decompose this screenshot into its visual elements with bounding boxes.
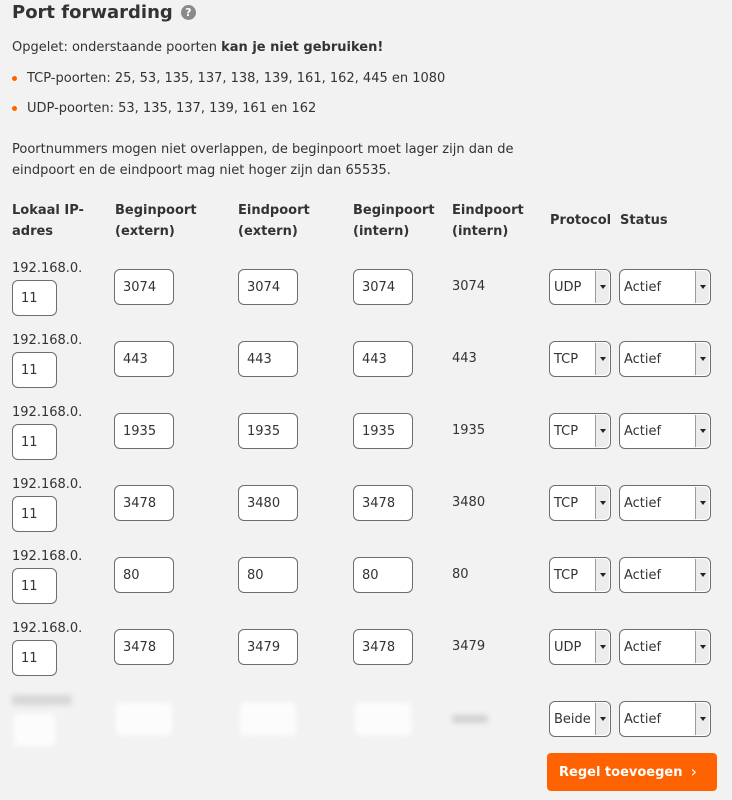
protocol-value: Beide <box>554 711 591 727</box>
dropdown-arrow-icon <box>695 415 709 447</box>
table-row <box>0 405 732 477</box>
dropdown-arrow-icon <box>695 271 709 303</box>
end-intern-value: 80 <box>452 567 469 582</box>
end-extern-input[interactable]: 1935 <box>238 413 298 449</box>
ip-suffix-input[interactable]: 11 <box>12 640 57 676</box>
ip-prefix-placeholder <box>12 695 72 705</box>
table-row <box>0 261 732 333</box>
port-warning-bold: kan je niet gebruiken! <box>221 40 384 55</box>
new-ip-suffix-input[interactable] <box>12 712 57 748</box>
protocol-select[interactable] <box>549 413 611 449</box>
begin-intern-input[interactable]: 3478 <box>353 629 413 665</box>
chevron-right-icon: › <box>690 762 697 781</box>
dropdown-arrow-icon <box>595 559 609 591</box>
protocol-select[interactable] <box>549 557 611 593</box>
header-end-extern: Eindpoort (extern) <box>238 203 310 239</box>
header-begin-intern: Beginpoort (intern) <box>353 203 435 239</box>
dropdown-arrow-icon <box>695 343 709 375</box>
page-title <box>12 2 196 23</box>
table-row <box>0 477 732 549</box>
help-icon[interactable]: ? <box>181 5 196 20</box>
status-value: Actief <box>624 279 662 295</box>
protocol-value: UDP <box>554 639 582 655</box>
new-end-extern-input[interactable] <box>238 701 298 737</box>
ip-prefix: 192.168.0. <box>12 621 83 636</box>
header-status: Status <box>620 213 668 228</box>
port-warning <box>12 40 383 55</box>
end-extern-input[interactable]: 3074 <box>238 269 298 305</box>
end-intern-value: 3480 <box>452 495 486 510</box>
protocol-value: TCP <box>554 423 579 439</box>
dropdown-arrow-icon <box>695 559 709 591</box>
end-intern-value: 3479 <box>452 639 486 654</box>
page-title-text: Port forwarding <box>12 2 173 23</box>
status-select[interactable] <box>619 341 711 377</box>
header-local-ip: Lokaal IP-adres <box>12 203 84 239</box>
end-intern-value: 3074 <box>452 279 486 294</box>
status-value: Actief <box>624 351 662 367</box>
begin-intern-input[interactable]: 1935 <box>353 413 413 449</box>
begin-extern-input[interactable]: 1935 <box>114 413 174 449</box>
end-intern-value: 1935 <box>452 423 486 438</box>
port-warning-text: Opgelet: onderstaande poorten <box>12 40 222 55</box>
dropdown-arrow-icon <box>595 343 609 375</box>
protocol-value: TCP <box>554 495 579 511</box>
protocol-select[interactable] <box>549 629 611 665</box>
end-extern-input[interactable]: 443 <box>238 341 298 377</box>
begin-intern-input[interactable]: 3478 <box>353 485 413 521</box>
udp-ports-text: UDP-poorten: 53, 135, 137, 139, 161 en 162 <box>27 101 317 116</box>
status-select[interactable] <box>619 269 711 305</box>
ip-suffix-input[interactable]: 11 <box>12 280 57 316</box>
status-value: Actief <box>624 567 662 583</box>
protocol-value: TCP <box>554 351 579 367</box>
status-value: Actief <box>624 423 662 439</box>
header-protocol: Protocol <box>550 213 612 228</box>
header-end-intern: Eindpoort (intern) <box>452 203 524 239</box>
protocol-value: TCP <box>554 567 579 583</box>
begin-extern-input[interactable]: 80 <box>114 557 174 593</box>
ip-suffix-input[interactable]: 11 <box>12 352 57 388</box>
tcp-ports-bullet <box>12 71 445 86</box>
status-select[interactable] <box>619 629 711 665</box>
protocol-select[interactable] <box>549 485 611 521</box>
ip-suffix-input[interactable]: 11 <box>12 568 57 604</box>
dropdown-arrow-icon <box>595 271 609 303</box>
ip-prefix: 192.168.0. <box>12 549 83 564</box>
begin-extern-input[interactable]: 3074 <box>114 269 174 305</box>
header-begin-extern: Beginpoort (extern) <box>115 203 197 239</box>
tcp-ports-text: TCP-poorten: 25, 53, 135, 137, 138, 139, 161, 162, 445 en 1080 <box>27 71 446 86</box>
dropdown-arrow-icon <box>595 415 609 447</box>
new-end-intern-placeholder <box>452 715 488 723</box>
dropdown-arrow-icon <box>595 487 609 519</box>
protocol-value: UDP <box>554 279 582 295</box>
begin-intern-input[interactable]: 3074 <box>353 269 413 305</box>
status-value: Actief <box>624 639 662 655</box>
ip-suffix-input[interactable]: 11 <box>12 424 57 460</box>
end-extern-input[interactable]: 80 <box>238 557 298 593</box>
status-select[interactable] <box>619 485 711 521</box>
ip-prefix: 192.168.0. <box>12 261 83 276</box>
protocol-select[interactable] <box>549 269 611 305</box>
status-select[interactable] <box>619 557 711 593</box>
protocol-select[interactable] <box>549 341 611 377</box>
table-row <box>0 333 732 405</box>
add-rule-button[interactable] <box>547 753 717 791</box>
begin-intern-input[interactable]: 443 <box>353 341 413 377</box>
add-rule-label: Regel toevoegen <box>559 764 683 780</box>
begin-extern-input[interactable]: 3478 <box>114 629 174 665</box>
dropdown-arrow-icon <box>595 631 609 663</box>
begin-intern-input[interactable]: 80 <box>353 557 413 593</box>
new-protocol-select[interactable] <box>549 701 611 737</box>
dropdown-arrow-icon <box>695 631 709 663</box>
end-intern-value: 443 <box>452 351 477 366</box>
dropdown-arrow-icon <box>695 703 709 735</box>
ip-prefix: 192.168.0. <box>12 477 83 492</box>
bullet-dot-icon <box>12 106 17 111</box>
status-value: Actief <box>624 711 662 727</box>
ip-prefix: 192.168.0. <box>12 405 83 420</box>
bullet-dot-icon <box>12 76 17 81</box>
new-begin-intern-input[interactable] <box>353 701 413 737</box>
new-begin-extern-input[interactable] <box>114 701 174 737</box>
begin-extern-input[interactable]: 443 <box>114 341 174 377</box>
status-select[interactable] <box>619 413 711 449</box>
port-rules-note: Poortnummers mogen niet overlappen, de beginpoort moet lager zijn dan de eindpoort en de eindpoort mag niet hoger zijn dan 65535. <box>12 142 514 178</box>
table-row <box>0 549 732 621</box>
table-row <box>0 621 732 693</box>
begin-extern-input[interactable]: 3478 <box>114 485 174 521</box>
dropdown-arrow-icon <box>695 487 709 519</box>
status-value: Actief <box>624 495 662 511</box>
udp-ports-bullet <box>12 101 316 116</box>
end-extern-input[interactable]: 3479 <box>238 629 298 665</box>
ip-prefix: 192.168.0. <box>12 333 83 348</box>
dropdown-arrow-icon <box>595 703 609 735</box>
end-extern-input[interactable]: 3480 <box>238 485 298 521</box>
ip-suffix-input[interactable]: 11 <box>12 496 57 532</box>
new-status-select[interactable] <box>619 701 711 737</box>
